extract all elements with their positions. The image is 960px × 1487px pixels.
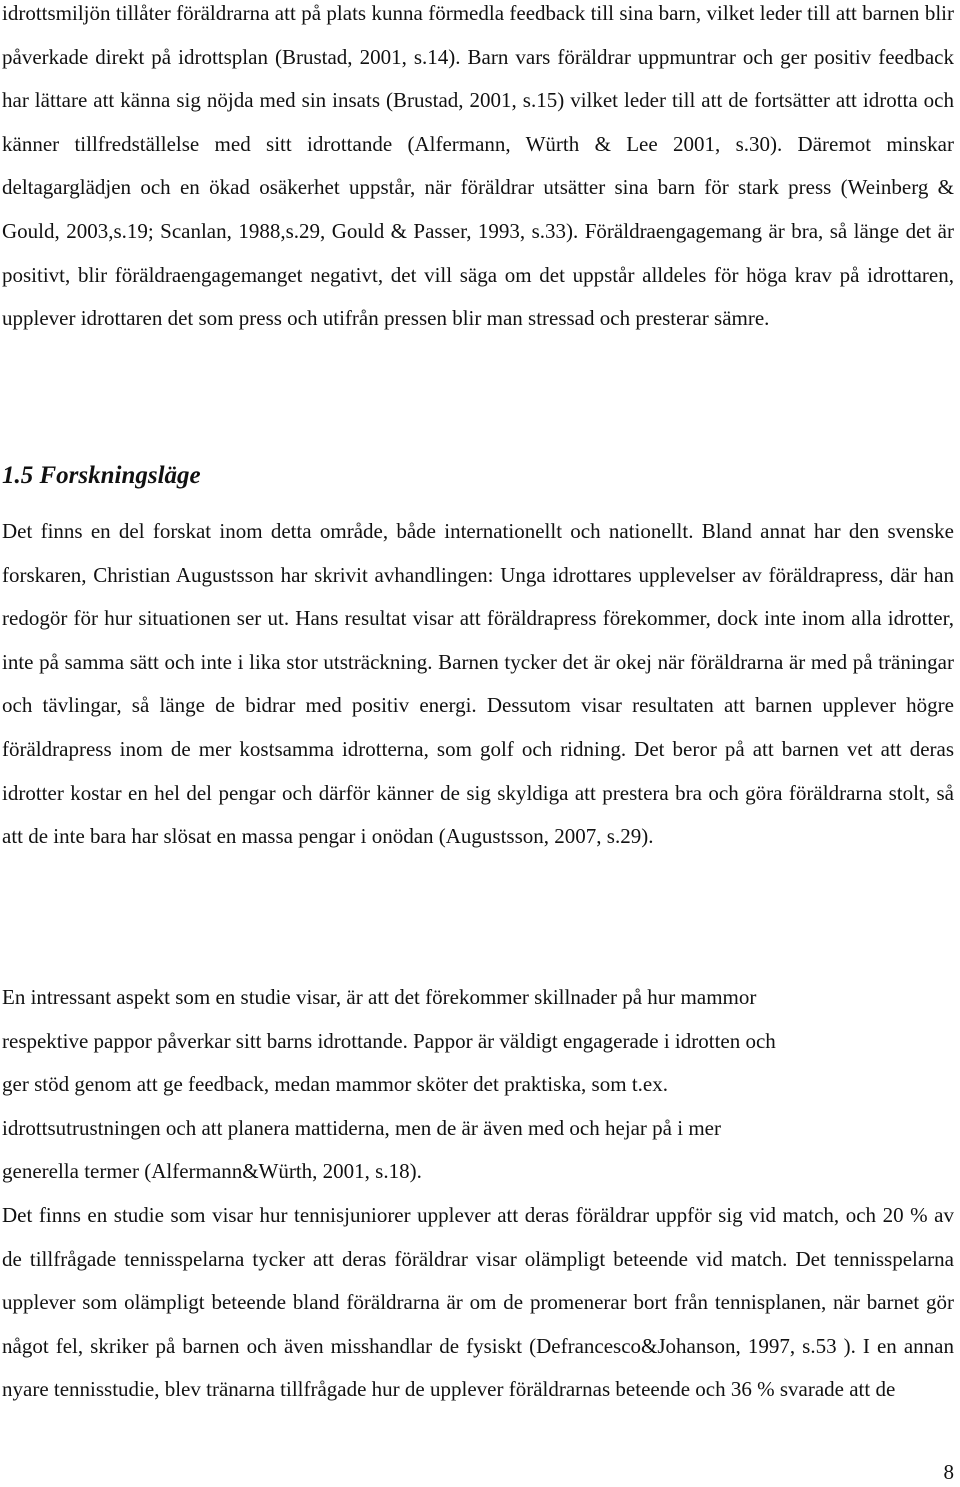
section-heading: 1.5 Forskningsläge xyxy=(2,462,201,489)
page-number: 8 xyxy=(943,1460,954,1484)
paragraph-research-overview: Det finns en del forskat inom detta område, både internationellt och nationellt. Bland annat har den svenske forskaren, Christian Augustsson har skrivit avhandlingen: Unga idrottares upplevelser av föräldrapress, där han redogör för hur situationen ser ut. Hans resultat visar att föräldrapress förekommer, dock inte inom alla idrotter, inte på samma sätt och inte i lika stor utsträckning. Barnen tycker det är okej när föräldrarna är med på träningar och tävlingar, så länge de bidrar med positiv energi. Dessutom visar resultaten att barnen upplever högre föräldrapress inom de mer kostsamma idrotterna, som golf och ridning. Det beror på att barnen vet att deras idrotter kostar en hel del pengar och därför känner de sig skyldiga att prestera bra och göra föräldrarna stolt, så att de inte bara har slösat en massa pengar i onödan (Augustsson, 2007, s.29). xyxy=(2,519,954,849)
text-line: respektive pappor påverkar sitt barns idrottande. Pappor är väldigt engagerade i idrotten och xyxy=(2,1028,776,1053)
paragraph-parental-feedback: idrottsmiljön tillåter föräldrarna att på plats kunna förmedla feedback till sina barn, vilket leder till att barnen blir påverkade direkt på idrottsplan (Brustad, 2001, s.14). Barn vars föräldrar uppmuntrar och ger positiv feedback har lättare att känna sig nöjda med sin insats (Brustad, 2001, s.15) vilket leder till att de fortsätter att idrotta och känner tillfredställelse med sitt idrottande (Alfermann, Würth & Lee 2001, s.30). Däremot minskar deltagarglädjen och en ökad osäkerhet uppstår, när föräldrar utsätter sina barn för stark press (Weinberg & Gould, 2003,s.19; Scanlan, 1988,s.29, Gould & Passer, 1993, s.33). Föräldraengagemang är bra, så länge det är positivt, blir föräldraengagemanget negativt, det vill säga om det uppstår alldeles för höga krav på idrottaren, upplever idrottaren det som press och utifrån pressen blir man stressad och presterar sämre. xyxy=(2,1,954,331)
text-line: En intressant aspekt som en studie visar, är att det förekommer skillnader på hur mammor xyxy=(2,985,757,1009)
text-line: generella termer (Alfermann&Würth, 2001, s.18). xyxy=(2,1159,422,1184)
text-line: idrottsutrustningen och att planera mattiderna, men de är även med och hejar på i mer xyxy=(2,1115,721,1140)
paragraph-tennis-study: Det finns en studie som visar hur tennisjuniorer upplever att deras föräldrar uppför sig vid match, och 20 % av de tillfrågade tennisspelarna tycker att deras föräldrar visar olämpligt beteende vid match. Det tennisspelarna upplever som olämpligt beteende bland föräldrarna är om de promenerar bort från tennisplanen, när barnet gör något fel, skriker på barnen och även misshandlar de fysiskt (Defrancesco&Johanson, 1997, s.53 ). I en annan nyare tennisstudie, blev tränarna tillfrågade hur de upplever föräldrarnas beteende och 36 % svarade att de xyxy=(2,1203,954,1402)
text-line: ger stöd genom att ge feedback, medan mammor sköter det praktiska, som t.ex. xyxy=(2,1072,668,1097)
paragraph-mothers-fathers xyxy=(2,976,954,1194)
